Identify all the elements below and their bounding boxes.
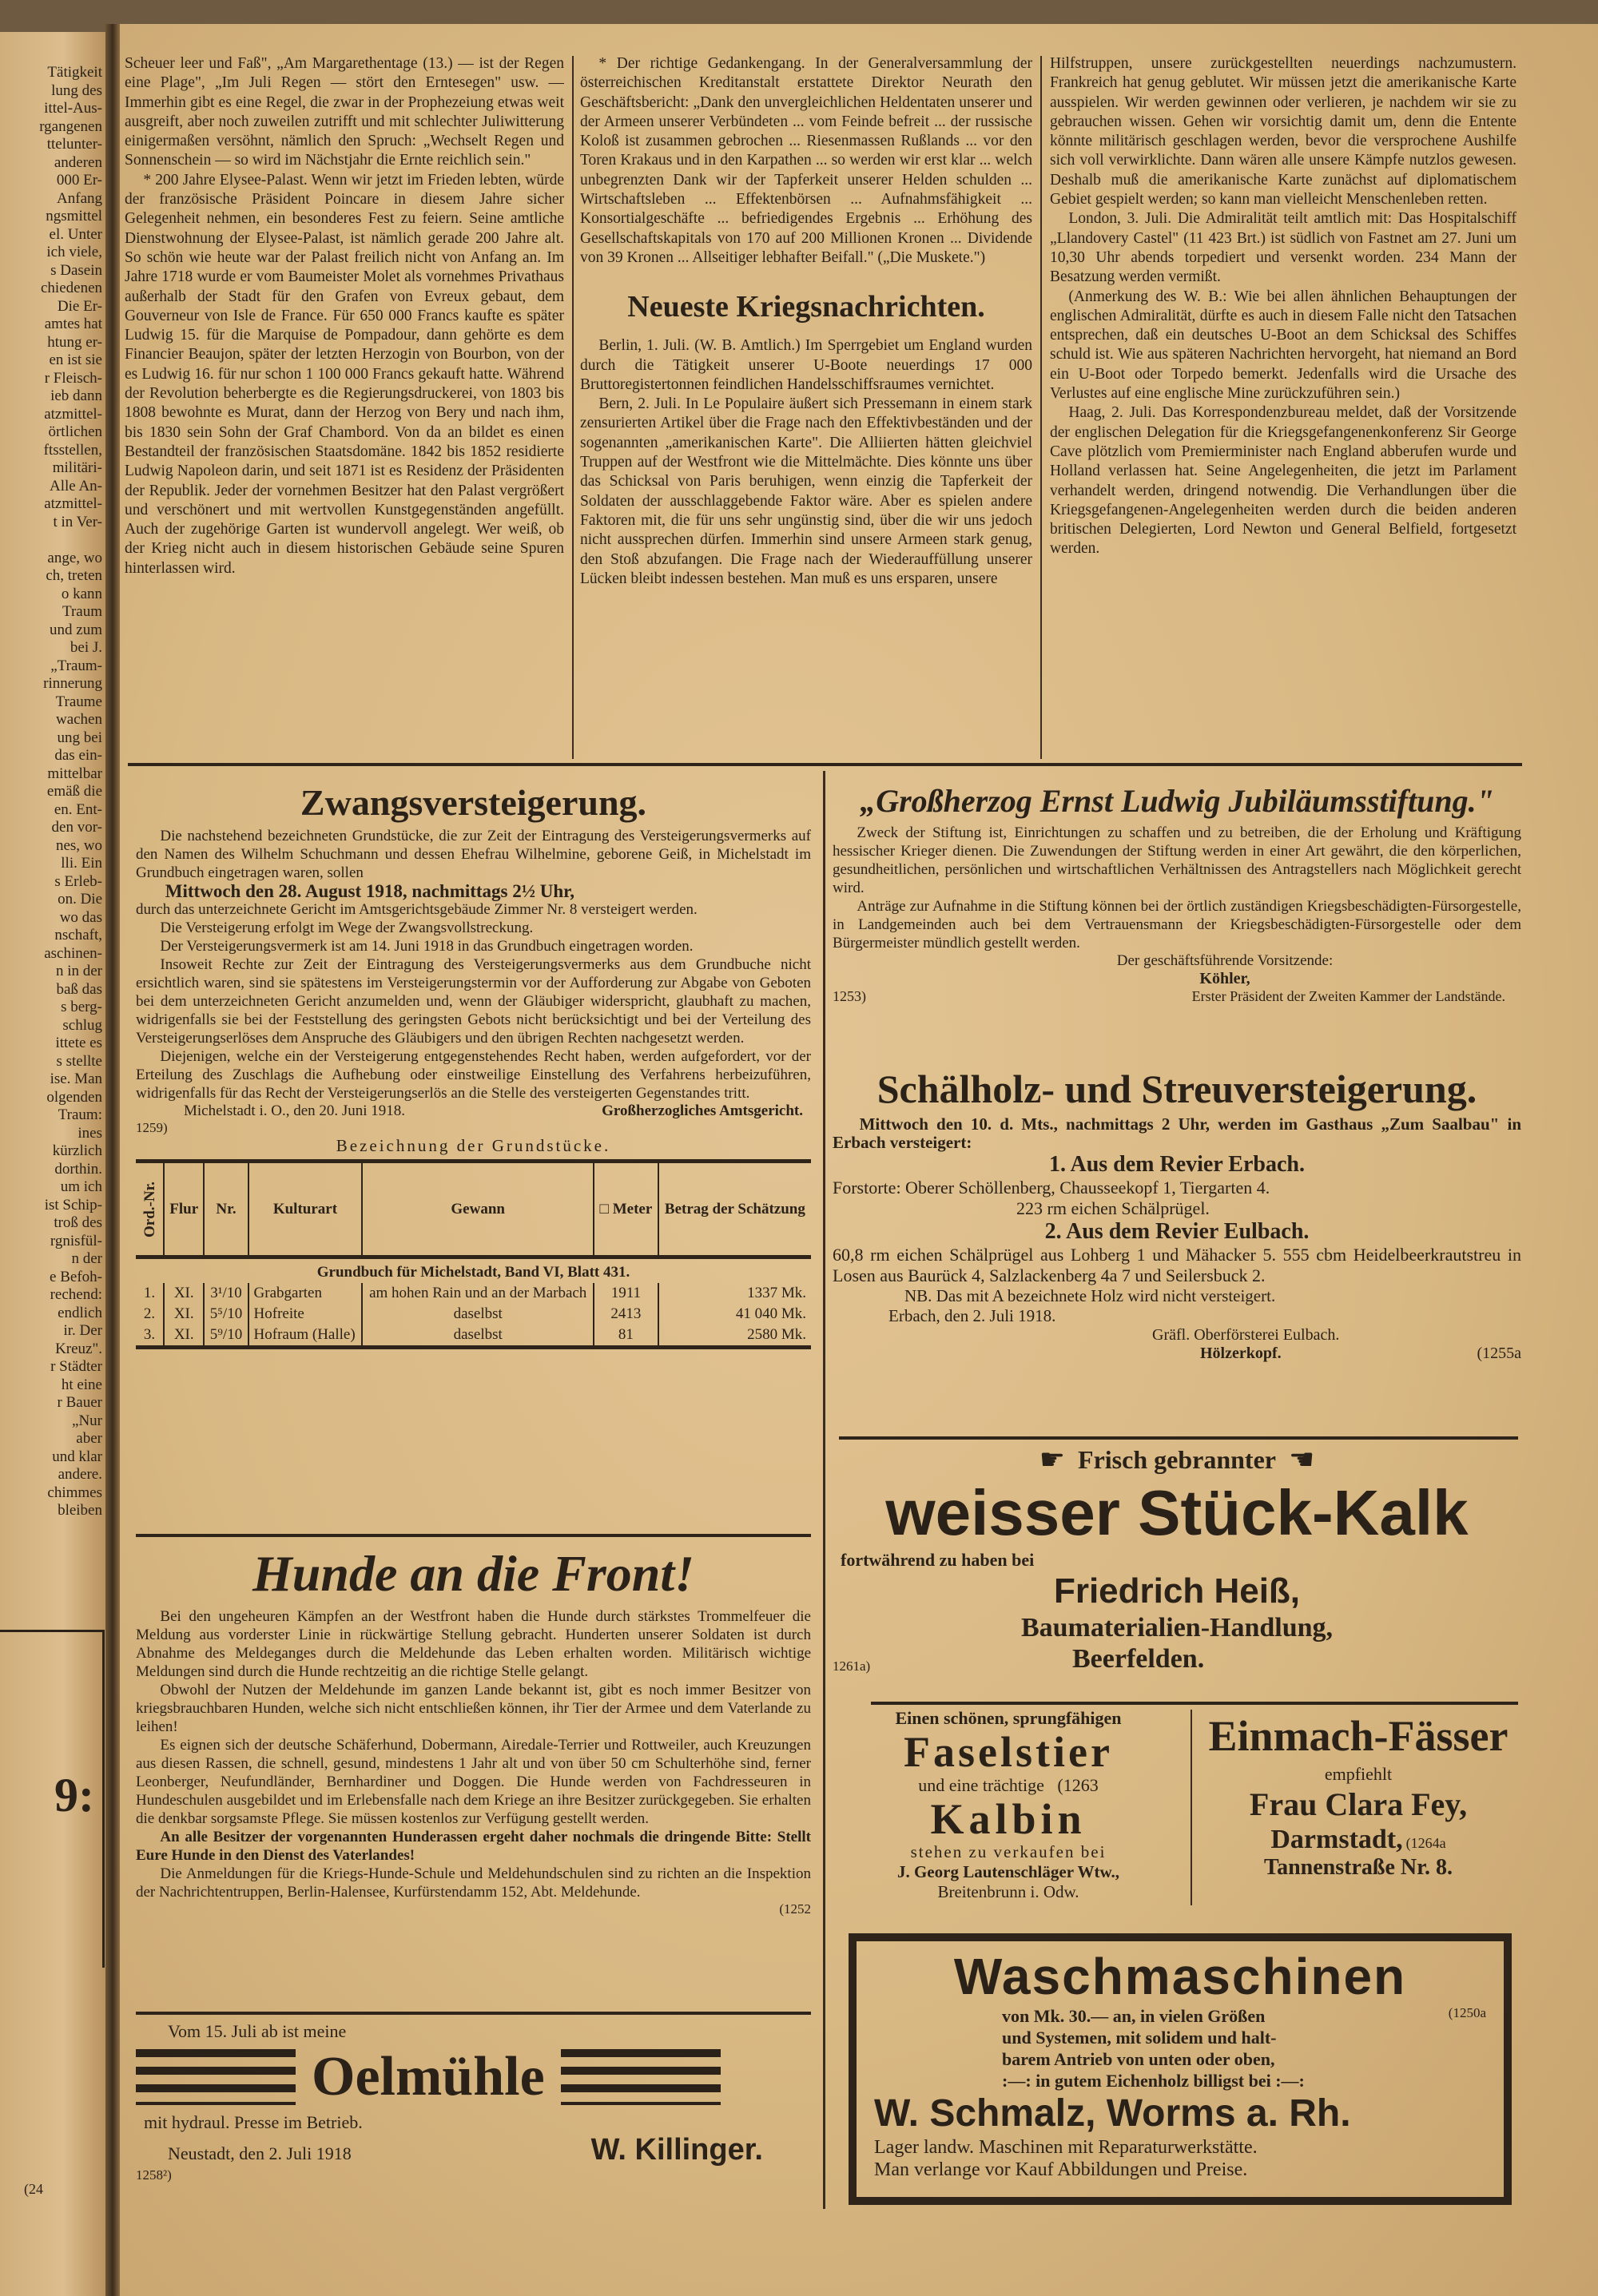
- fragment-line: und klar: [52, 1448, 102, 1465]
- fragment-line: troß des: [54, 1214, 102, 1231]
- hunde-paragraph: Obwohl der Nutzen der Meldehunde im ganzen Lande bekannt ist, gibt es noch immer Besitzer von kriegsbrauchbaren Hunden, welche sich nicht entschließen können, ihr Tier der Armee und dem Vaterlande zu leihen!: [136, 1682, 811, 1735]
- fragment-line: atzmittel-: [44, 405, 102, 423]
- table-cell: 2413: [594, 1304, 658, 1325]
- fragment-line: ise. Man: [50, 1071, 102, 1087]
- table-row: [136, 1325, 811, 1348]
- schaelholz-text: Forstorte: Oberer Schöllenberg, Chausseekopf 1, Tiergarten 4.: [833, 1178, 1270, 1198]
- faselstier-place: Breitenbrunn i. Odw.: [937, 1882, 1079, 1901]
- fragment-line: on. Die: [58, 891, 102, 908]
- notice-text: Diejenigen, welche ein der Versteigerung entgegenstehendes Recht haben, werden aufgefordert, vor der Erteilung des Zuschlags die Aufhebung oder einstweilige Einstellung des Verfahrens herbeizuführen, widrigenfalls für das Recht der Versteigerungserlös an die Stelle des versteigerten Gegenstandes tritt.: [136, 1048, 811, 1102]
- einmach-title: Einmach-Fässer: [1208, 1712, 1509, 1760]
- fragment-line: Traum: [62, 603, 102, 620]
- table-cell: 5⁵/10: [204, 1304, 248, 1325]
- table-cell: 1911: [594, 1283, 658, 1304]
- property-table: [136, 1159, 811, 1349]
- fragment-line: nes, wo: [55, 836, 102, 854]
- einmach-ref: (1264a: [1405, 1835, 1446, 1851]
- table-header: Ord.-Nr.: [141, 1181, 158, 1237]
- table-cell: 3¹/10: [204, 1283, 248, 1304]
- fragment-line: lung des: [51, 81, 102, 99]
- faselstier-line: stehen zu verkaufen bei: [910, 1842, 1107, 1861]
- news-haag: Haag, 2. Juli. Das Korrespondenzbureau meldet, daß der Vorsitzende der englischen Delegation für die Kriegsgefangenenkonferenz Sir George Cave plötzlich vom Premierminister nach England abberufen wurde und Holland verlassen hat. Seine Angelegenheiten, die jetzt im Parlament verhandelt werden, dringend notwendig. Die Verhandlungen über die Kriegsgefangenen-Angelegenheiten werden durch die beiden anderen britischen Delegierten, Lord Newton und General Belfield, fortgesetzt werden.: [1050, 404, 1517, 558]
- fragment-line: htung er-: [47, 333, 102, 351]
- fragment-line: Anfang: [57, 189, 102, 207]
- schaelholz-text: 60,8 rm eichen Schälprügel aus Lohberg 1 und Mähacker 5. 555 cbm Heidelbeerkrautstreu in Losen aus Baurück 4, Salzlackenberg 4a 7 und Seilersbuck 2.: [833, 1245, 1521, 1285]
- fragment-line: ung bei: [57, 729, 102, 746]
- fragment-line: Die Er-: [57, 297, 102, 315]
- einmach-city: Darmstadt,: [1270, 1825, 1403, 1854]
- news-heading: Neueste Kriegsnachrichten.: [627, 290, 985, 324]
- table-cell: daselbst: [362, 1325, 594, 1348]
- fragment-line: s berg-: [61, 999, 102, 1015]
- fragment-line: anderen: [54, 153, 102, 171]
- notice-ref: 1259): [136, 1120, 168, 1135]
- fragment-line: amtes hat: [44, 316, 102, 332]
- table-row: [136, 1304, 811, 1325]
- kalk-trade: Baumaterialien-Handlung,: [1020, 1613, 1334, 1643]
- schaelholz-text: 223 rm eichen Schälprügel.: [1016, 1198, 1210, 1218]
- table-cell: XI.: [164, 1304, 204, 1325]
- table-cell: 5⁹/10: [204, 1325, 248, 1348]
- faselstier-ref: (1263: [1057, 1775, 1099, 1795]
- table-cell: 81: [594, 1325, 658, 1348]
- fragment-line: Traum:: [58, 1106, 102, 1123]
- fragment-line: s stellte: [56, 1052, 102, 1070]
- fragment-line: ines: [78, 1124, 102, 1142]
- fragment-line: s Erleb-: [54, 872, 102, 890]
- schaelholz-ref: (1255a: [1477, 1345, 1521, 1362]
- fragment-line: ist Schip-: [44, 1196, 102, 1214]
- fragment-line: emäß die: [46, 783, 102, 800]
- hunde-paragraph: Es eignen sich der deutsche Schäferhund, Dobermann, Airedale-Terrier und Rottweiler, auch Kreuzungen aus diesen Rassen, die schnell, gesund, mindestens 1 Jahr alt und von über 50 cm Schulterhöhe sind, ferner Leonberger, Neufundländer, Bernhardiner und Doggen. Die Hunde werden von Fachdresseuren in Hundeschulen ausgebildet und im Erlebensfalle nach dem Kriege an ihre Besitzer zurückgegeben. Sie erhalten die denkbar sorgsamste Pflege. Sie müssen kostenlos zur Verfügung gestellt werden.: [136, 1737, 811, 1827]
- kalbin-title: Kalbin: [930, 1795, 1087, 1843]
- kalk-place: Beerfelden.: [1072, 1644, 1205, 1674]
- fragment-line: Tätigkeit: [47, 64, 102, 81]
- section-divider: [136, 2012, 811, 2015]
- table-header: Kulturart: [248, 1162, 363, 1257]
- stiftung-chair-title: Erster Präsident der Zweiten Kammer der Landstände.: [1191, 988, 1505, 1004]
- fragment-line: wachen: [55, 711, 102, 728]
- newspaper-page: [120, 24, 1598, 2296]
- fragment-line: lli. Ein: [61, 855, 102, 872]
- fragment-line: um ich: [60, 1178, 102, 1195]
- schaelholz-notice: [833, 1063, 1521, 1430]
- fragment-line: n in der: [55, 963, 102, 979]
- kalk-line: Frisch gebrannter: [1078, 1444, 1276, 1474]
- fragment-line: militäri-: [52, 459, 102, 476]
- kalk-name: Friedrich Heiß,: [1053, 1571, 1301, 1611]
- waschmaschinen-ref: (1250a: [1448, 2005, 1486, 2020]
- faselstier-title: Faselstier: [904, 1728, 1113, 1776]
- waschmaschinen-text: von Mk. 30.— an, in vielen Größen: [1002, 2006, 1266, 2026]
- fragment-line: örtlichen: [48, 423, 102, 440]
- table-group-row: Grundbuch für Michelstadt, Band VI, Blatt 431.: [316, 1264, 630, 1281]
- fragment-bottom-number: (24: [24, 2181, 43, 2197]
- fragment-line: rechend:: [50, 1286, 102, 1303]
- oelmuehle-place-date: Neustadt, den 2. Juli 1918: [168, 2143, 352, 2163]
- waschmaschinen-text: barem Antrieb von unten oder oben,: [1002, 2049, 1275, 2069]
- fragment-line: r Bauer: [57, 1394, 102, 1411]
- table-cell: Hofreite: [248, 1304, 363, 1325]
- news-london: London, 3. Juli. Die Admiralität teilt amtlich mit: Das Hospitalschiff „Llandovery Castel" (11 423 Brt.) ist südlich von Fastnet am 27. Juni um 10,30 Uhr abends torpediert und versenkt worden. 234 Mann der Besatzung werden vermißt.: [1050, 210, 1517, 286]
- fragment-line: en. Ent-: [54, 800, 102, 818]
- stiftung-text: Anträge zur Aufnahme in die Stiftung können bei der örtlich zuständigen Kriegsbeschädigten-Fürsorgestelle, in Landgemeinden auch bei dem Vertrauensmann der Kriegsbeschädigten-Fürsorgestelle oder dem Bürgermeister mündlich gestellt werden.: [833, 898, 1521, 951]
- einmach-street: Tannenstraße Nr. 8.: [1264, 1855, 1453, 1880]
- table-cell: XI.: [164, 1283, 204, 1304]
- kalk-ad: [833, 1443, 1521, 1700]
- table-cell: 2580 Mk.: [658, 1325, 811, 1348]
- faselstier-line: Einen schönen, sprungfähigen: [895, 1708, 1122, 1728]
- table-cell: daselbst: [362, 1304, 594, 1325]
- fragment-line: olgenden: [46, 1088, 102, 1106]
- oelmuehle-ref: 1258²): [136, 2167, 172, 2183]
- fragment-line: rinnerung: [43, 675, 102, 692]
- faselstier-ad: [833, 1708, 1184, 1912]
- fragment-line: el. Unter: [49, 225, 102, 243]
- einmach-ad: [1198, 1708, 1518, 1912]
- news-bern-continued: Hilfstruppen, unsere zurückgestellten neuerdings nachzumustern. Frankreich hat genug geblutet. Wir müssen jetzt die amerikanische Karte ausspielen. Wir werden gewinnen oder verlieren, je nachdem wir sie zu gebrauchen wissen. Gehen wir vorsichtig damit um, denn die Entente könnte militärisch geschlagen werden, bevor die versprochene Aushilfe sich voll verwirklichte. Dann wären alle unsere Kämpfe nutzlos gewesen. Deshalb muß die amerikanische Karte zunächst auf diplomatischem Gebiet gespielt werden; so kann man vielleicht Menschenleben retten.: [1050, 55, 1517, 209]
- section-divider: [839, 1436, 1518, 1440]
- table-cell: XI.: [164, 1325, 204, 1348]
- fragment-line: mittelbar: [47, 765, 102, 782]
- stiftung-notice: [833, 779, 1521, 1051]
- fragment-line: ittel-Aus-: [44, 100, 102, 117]
- notice-title: Zwangsversteigerung.: [300, 782, 647, 823]
- column-divider: [572, 56, 574, 759]
- fragment-line: bei J.: [70, 639, 102, 656]
- table-cell: 1.: [143, 1285, 156, 1301]
- column-divider: [1040, 56, 1042, 759]
- waschmaschinen-text: :—: in gutem Eichenholz billigst bei :—:: [1002, 2071, 1305, 2091]
- weather-article: Scheuer leer und Faß", „Am Margarethentage (13.) — ist der Regen eine Plage", „Im Juli Regen — stört den Erntesegen" usw. — Immerhin gibt es eine Regel, die zwar in der Prophezeiung etwas weit ausgreift, aber noch zuweilen zutrifft und mit schlechter Juliwitterung einigermaßen versöhnt, nämlich den Spruch: „Wechselt Regen und Sonnenschein — so wird im Nächstjahr die Ernte reichlich sein.": [125, 55, 564, 169]
- notice-text: Die Versteigerung erfolgt im Wege der Zwangsvollstreckung.: [160, 920, 534, 936]
- table-cell: 1337 Mk.: [658, 1283, 811, 1304]
- waschmaschinen-line: Lager landw. Maschinen mit Reparaturwerkstätte.: [874, 2137, 1258, 2158]
- stiftung-title: „Großherzog Ernst Ludwig Jubiläumsstiftung.": [860, 783, 1494, 819]
- decorative-bars: [136, 2049, 296, 2105]
- waschmaschinen-ad: [849, 1933, 1512, 2205]
- faselstier-line: und eine trächtige: [918, 1775, 1044, 1795]
- notice-text: Die nachstehend bezeichneten Grundstücke, die zur Zeit der Eintragung des Versteigerungsvermerks auf den Namen des Wilhelm Schuchmann und dessen Ehefrau Wilhelmine, geborene Geiß, in Michelstadt im Grundbuch eingetragen waren, sollen: [136, 828, 811, 881]
- fragment-line: endlich: [58, 1304, 102, 1321]
- fragment-line: rgangenen: [39, 117, 102, 135]
- notice-text: durch das unterzeichnete Gericht im Amtsgerichtsgebäude Zimmer Nr. 8 versteigert werden.: [136, 901, 698, 918]
- fragment-box-text: 9:: [54, 1769, 94, 1821]
- oelmuehle-line: mit hydraul. Presse im Betrieb.: [144, 2112, 363, 2132]
- hunde-paragraph: Bei den ungeheuren Kämpfen an der Westfront haben die Hunde durch stärkstes Trommelfeuer die Meldung aus vorderster Linie in rückwärtige Stellung gebracht. Hunderten unserer Soldaten ist durch Abnahme des Meldeganges durch die Meldehunde das Leben erhalten worden. Militärisch wichtige Meldungen sind durch die Hunde rechtzeitig an die richtige Stelle gelangt.: [136, 1608, 811, 1680]
- table-header: Betrag der Schätzung: [658, 1162, 811, 1257]
- fragment-line: baß das: [56, 980, 102, 998]
- fragment-line: und zum: [50, 621, 102, 638]
- schaelholz-section: 2. Aus dem Revier Eulbach.: [1044, 1219, 1310, 1244]
- notice-court: Großherzogliches Amtsgericht.: [602, 1102, 803, 1119]
- fragment-line: wo das: [59, 908, 102, 926]
- schaelholz-office: Gräfl. Oberförsterei Eulbach.: [1152, 1326, 1340, 1344]
- fragment-line: s Dasein: [50, 261, 102, 279]
- hunde-notice: [136, 1540, 811, 2004]
- left-fragment-text: [0, 64, 102, 1520]
- fragment-line: kürzlich: [52, 1142, 102, 1159]
- table-title: Bezeichnung der Grundstücke.: [336, 1136, 611, 1155]
- schaelholz-nb: NB. Das mit A bezeichnete Holz wird nicht versteigert.: [904, 1286, 1276, 1305]
- fragment-line: ch, treten: [46, 567, 102, 584]
- fragment-line: ange, wo: [47, 549, 102, 566]
- hunde-title: Hunde an die Front!: [252, 1545, 695, 1602]
- column-3: [1050, 54, 1517, 757]
- waschmaschinen-line: Man verlange vor Kauf Abbildungen und Preise.: [874, 2159, 1248, 2180]
- fragment-line: chimmes: [47, 1484, 102, 1501]
- fragment-line: aber: [76, 1430, 102, 1447]
- fragment-line: r Städter: [50, 1358, 102, 1375]
- fragment-line: den vor-: [51, 819, 102, 836]
- decorative-bars: [561, 2049, 721, 2105]
- elysee-article: * 200 Jahre Elysee-Palast. Wenn wir jetzt im Frieden lebten, würde der französische Präsident Poincare in diesem Jahre sicher Gelegenheit nehmen, ein besonderes Fest zu feiern. Seine amtliche Dienstwohnung der Elysee-Palast, ist nämlich gerade 200 Jahre alt. So schön wie heute war der Palast freilich nicht von Anfang an. Im Jahre 1718 wurde er vom Baumeister Molet als vornehmes Privathaus außerhalb der Stadt für den Grafen von Evreux gebaut, dem Gouverneur von Isle de France. Für 650 000 Francs kaufte es später Ludwig 15. für die Marquise de Pompadour, dann gehörte es dem Financier Beaujon, später der letzten Herzogin von Bourbon, von der es Ludwig 16. für nur schon 1 100 000 Francs gekauft hatte. Während der Revolution beherbergte es die Regierungsdruckerei, von 1803 bis 1808 bewohnte es Murat, dann der Herzog von Bery und nach ihm, bis 1830 sein Sohn der Graf Chambord. Von da an bildet es einen Bestandteil der französischen Staatsdomäne. 1842 bis 1852 residierte Ludwig Napoleon darin, und seit 1871 ist es Residenz der Präsidenten der Republik. Jeder der vornehmen Besitzer hat den Palast vergrößert und verschönert und mit wertvollen Kunstgegenständen angefüllt. Auch der zugehörige Garten ist wundervoll angelegt. Wer weiß, ob der Krieg nicht auch in diesem historischen Gebäude seine Spuren hinterlassen wird.: [125, 171, 564, 577]
- schaelholz-intro: Mittwoch den 10. d. Mts., nachmittags 2 Uhr, werden im Gasthaus „Zum Saalbau" in Erbach versteigert:: [833, 1114, 1521, 1152]
- column-2: [580, 54, 1032, 757]
- fragment-line: ittete es: [55, 1035, 102, 1051]
- fragment-line: e Befoh-: [50, 1268, 102, 1285]
- oelmuehle-ad: [136, 2021, 811, 2237]
- table-row: [136, 1283, 811, 1304]
- waschmaschinen-firm: W. Schmalz, Worms a. Rh.: [874, 2092, 1351, 2135]
- section-divider: [128, 763, 1522, 766]
- table-header: Nr.: [204, 1162, 248, 1257]
- hunde-paragraph: An alle Besitzer der vorgenannten Hunderassen ergeht daher nochmals die dringende Bitte: Stellt Eure Hunde in den Dienst des Vaterlandes!: [136, 1829, 811, 1864]
- fragment-line: ttelunter-: [46, 136, 102, 153]
- fragment-line: ich viele,: [46, 244, 102, 260]
- news-bern: Bern, 2. Juli. In Le Populaire äußert sich Pressemann in einem stark zensurierten Artikel über die Frage nach den Effektivbeständen und der sogenannten „amerikanischen Karte". Die Alliierten hätten gleichviel Truppen auf der Westfront wie die Mittelmächte. Dies könnte uns über das Schicksal von Paris beruhigen, wenn einzig die Tapferkeit der Soldaten der ausschlaggebende Faktor wäre. Aber es spielen andere Faktoren mit, die für uns sehr ungünstig sind, über die wir uns jedoch nicht aussprechen dürfen. Immerhin sind unsere Armeen stark genug, den Stoß abzufangen. Die Frage nach der Wiederauffüllung unserer Lücken bleibt indessen bestehen. Man muß es uns ersparen, unsere: [580, 395, 1032, 587]
- oelmuehle-line: Vom 15. Juli ab ist meine: [168, 2021, 347, 2041]
- table-header: □ Meter: [594, 1162, 658, 1257]
- pointing-hand-icon: ☛: [1039, 1444, 1066, 1476]
- fragment-line: nschaft,: [54, 927, 102, 943]
- left-fragment-box: [0, 1630, 105, 1968]
- faselstier-seller: J. Georg Lautenschläger Wtw.,: [896, 1862, 1120, 1881]
- fragment-line: „Traum-: [50, 657, 102, 674]
- fragment-line: ngsmittel: [46, 208, 102, 224]
- table-cell: 3.: [143, 1326, 156, 1343]
- left-page-fragment: [0, 32, 105, 2296]
- fragment-line: [0, 531, 102, 550]
- auction-date: Mittwoch den 28. August 1918, nachmittags 2½ Uhr,: [165, 881, 575, 901]
- oelmuehle-title: Oelmühle: [312, 2046, 545, 2107]
- fragment-line: t in Ver-: [53, 513, 102, 530]
- fragment-line: ir. Der: [63, 1322, 102, 1339]
- notice-place-date: Michelstadt i. O., den 20. Juni 1918.: [184, 1102, 406, 1119]
- fragment-line: ht eine: [61, 1376, 102, 1393]
- kalk-ref: 1261a): [833, 1658, 871, 1674]
- oelmuehle-signature: W. Killinger.: [590, 2133, 763, 2167]
- fragment-line: ieb dann: [50, 387, 102, 404]
- fragment-line: Alle An-: [50, 477, 102, 495]
- ad-divider: [1191, 1710, 1192, 1905]
- table-cell: Grabgarten: [248, 1283, 363, 1304]
- stiftung-text: Zweck der Stiftung ist, Einrichtungen zu schaffen und zu betreiben, die der Erholung und Kräftigung hessischer Krieger dienen. Die Zuwendungen der Stiftung werden in einer Art gewährt, die den körperlichen, gesundheitlichen, persönlichen und wirtschaftlichen Verhältnissen des Antragstellers nach Möglichkeit gerecht wird.: [833, 824, 1521, 896]
- hunde-paragraph: Die Anmeldungen für die Kriegs-Hunde-Schule und Meldehundschulen sind zu richten an die Inspektion der Nachrichtentruppen, Berlin-Halensee, Kurfürstendamm 152, Abt. Meldehunde.: [136, 1865, 811, 1901]
- fragment-line: o kann: [61, 585, 102, 602]
- fragment-line: bleiben: [58, 1502, 102, 1519]
- einmach-name: Frau Clara Fey,: [1249, 1786, 1468, 1822]
- fragment-line: r Fleisch-: [44, 369, 102, 387]
- fragment-line: „Nur: [72, 1412, 102, 1429]
- news-note: (Anmerkung des W. B.: Wie bei allen ähnlichen Behauptungen der englischen Admiralität, dürfte es auch in diesem Falle nicht den Tatsachen entsprechen, daß ein deutsches U-Boot an dem Schicksal des Schiffes schuld ist. Wie aus späteren Nachrichten hervorgeht, hat niemand an Bord ein U-Boot oder Torpedo bemerkt. Jedenfalls wird die Ursache des Verlustes auf eine englische Mine zurückzuführen sein.): [1050, 288, 1517, 403]
- table-cell: am hohen Rain und an der Marbach: [362, 1283, 594, 1304]
- fragment-line: aschinen-: [44, 944, 102, 962]
- schaelholz-section: 1. Aus dem Revier Erbach.: [1049, 1152, 1305, 1177]
- fragment-line: Traume: [55, 693, 102, 710]
- pointing-hand-icon: ☚: [1288, 1444, 1315, 1476]
- kalk-line: fortwährend zu haben bei: [841, 1550, 1035, 1570]
- column-1: [125, 54, 564, 757]
- page-gutter: [105, 24, 120, 2296]
- hunde-ref: (1252: [779, 1901, 811, 1917]
- section-divider: [871, 1702, 1518, 1705]
- kalk-title: weisser Stück-Kalk: [885, 1477, 1469, 1548]
- fragment-line: das ein-: [54, 747, 102, 764]
- section-divider: [136, 1534, 811, 1537]
- ad-column-divider: [823, 771, 825, 2209]
- table-cell: Hofraum (Halle): [248, 1325, 363, 1348]
- waschmaschinen-text: und Systemen, mit solidem und halt-: [1002, 2028, 1277, 2048]
- einmach-line: empfiehlt: [1324, 1764, 1393, 1784]
- fragment-line: Kreuz".: [55, 1340, 102, 1357]
- schaelholz-name: Hölzerkopf.: [1200, 1345, 1282, 1362]
- stiftung-ref: 1253): [833, 988, 866, 1004]
- fragment-line: ftsstellen,: [43, 441, 102, 459]
- fragment-line: n der: [71, 1250, 102, 1267]
- fragment-line: atzmittel-: [44, 495, 102, 512]
- notice-text: Insoweit Rechte zur Zeit der Eintragung des Versteigerungsvermerks aus dem Grundbuche nicht ersichtlich waren, sind sie spätestens im Versteigerungstermin vor der Aufforderung zur Abgabe von Geboten bei dem unterzeichneten Gericht anzumelden und, wenn der Gläubiger widerspricht, glaubhaft zu machen, widrigenfalls sie bei der Feststellung des geringsten Gebots nicht berücksichtigt und bei der Verteilung des Versteigerungserlöses dem Anspruche des Gläubigers und den übrigen Rechten nachgesetzt werden.: [136, 956, 811, 1047]
- news-berlin: Berlin, 1. Juli. (W. B. Amtlich.) Im Sperrgebiet um England wurden durch die Tätigkeit unserer U-Boote neuerdings 17 000 Bruttoregistertonnen feindlichen Handelsschiffsraumes vernichtet.: [580, 337, 1032, 393]
- fragment-line: dorthin.: [54, 1160, 102, 1178]
- notice-text: Der Versteigerungsvermerk ist am 14. Juni 1918 in das Grundbuch eingetragen worden.: [160, 938, 694, 955]
- fragment-line: schlug: [62, 1016, 102, 1034]
- waschmaschinen-title: Waschmaschinen: [953, 1948, 1407, 2005]
- table-header: Flur: [164, 1162, 204, 1257]
- fragment-line: andere.: [58, 1466, 102, 1483]
- zwangsversteigerung-notice: [136, 779, 811, 1514]
- fragment-line: en ist sie: [49, 352, 102, 368]
- stiftung-chair-name: Köhler,: [1199, 970, 1250, 987]
- table-header: Gewann: [362, 1162, 594, 1257]
- fragment-line: chiedenen: [40, 280, 102, 296]
- table-cell: 41 040 Mk.: [658, 1304, 811, 1325]
- stiftung-chair-label: Der geschäftsführende Vorsitzende:: [1116, 952, 1334, 969]
- schaelholz-place-date: Erbach, den 2. Juli 1918.: [888, 1306, 1056, 1325]
- fragment-line: rgnisfül-: [50, 1232, 102, 1249]
- gedankengang-article: * Der richtige Gedankengang. In der Generalversammlung der österreichischen Kreditanstalt erstattete Direktor Neurath den Geschäftsbericht: „Dank den unvergleichlichen Heldentaten unserer und der Armeen unserer Verbündeten ... vom Feinde befreit ... der russische Koloß ist zusammen gebrochen ... Riesenmassen Rußlands ... vor den Toren Krakaus und in den Karpathen ... so werden wir erst klar ... welch unbegrenzten Dank wir der Tapferkeit unserer Helden schulden ... Wirtschaftsleben ... Effektenbörsen ... Aufnahmsfähigkeit ... Konsortialgeschäfte ... befriedigendes Ergebnis ... Erhöhung des Gesellschaftskapitals von 170 auf 200 Millionen Kronen ... Dividende von 39 Kronen ... Allseitiger lebhafter Beifall." („Die Muskete."): [580, 55, 1032, 266]
- fragment-line: 000 Er-: [56, 172, 102, 189]
- schaelholz-title: Schälholz- und Streuversteigerung.: [877, 1067, 1477, 1111]
- table-cell: 2.: [143, 1305, 156, 1322]
